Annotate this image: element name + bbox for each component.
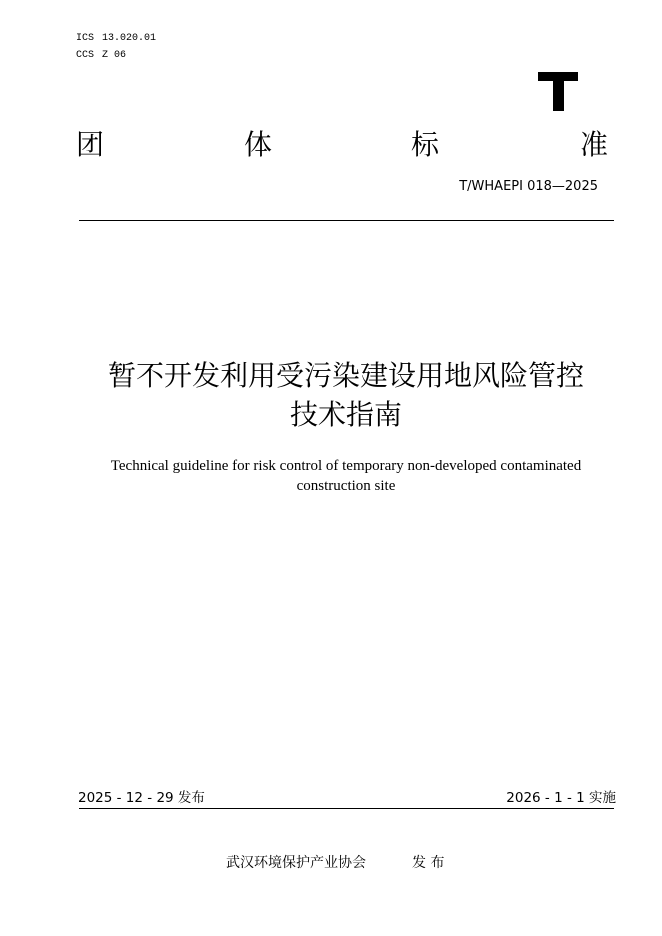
standard-mark-logo <box>536 68 582 114</box>
title-cn-line-2: 技术指南 <box>289 398 402 431</box>
ics-code: 13.020.01 <box>102 33 157 44</box>
title-en-line-1: Technical guideline for risk control of temporary non-developed contaminated <box>110 458 582 474</box>
ics-classification <box>76 33 156 45</box>
ics-label: ICS <box>76 33 95 44</box>
title-cn-line-1: 暂不开发利用受污染建设用地风险管控 <box>107 359 584 392</box>
top-divider <box>79 220 614 221</box>
title-en-line-2: construction site <box>296 478 396 494</box>
ccs-classification <box>76 50 126 62</box>
publisher-name: 武汉环境保护产业协会 <box>226 855 366 871</box>
implementation-date: 2026 - 1 - 1 实施 <box>506 790 616 806</box>
ccs-code: Z 06 <box>102 50 127 61</box>
bottom-divider <box>79 808 614 809</box>
standard-number: T/WHAEPI 018—2025 <box>459 179 598 194</box>
publish-label: 发 布 <box>412 855 445 871</box>
issue-date: 2025 - 12 - 29 发布 <box>78 790 205 806</box>
standard-type-char-3: 标 <box>411 128 440 161</box>
standard-type-char-1: 团 <box>76 128 105 161</box>
standard-type-char-4: 准 <box>580 128 609 161</box>
standard-type-char-2: 体 <box>244 128 273 161</box>
ccs-label: CCS <box>76 50 95 61</box>
